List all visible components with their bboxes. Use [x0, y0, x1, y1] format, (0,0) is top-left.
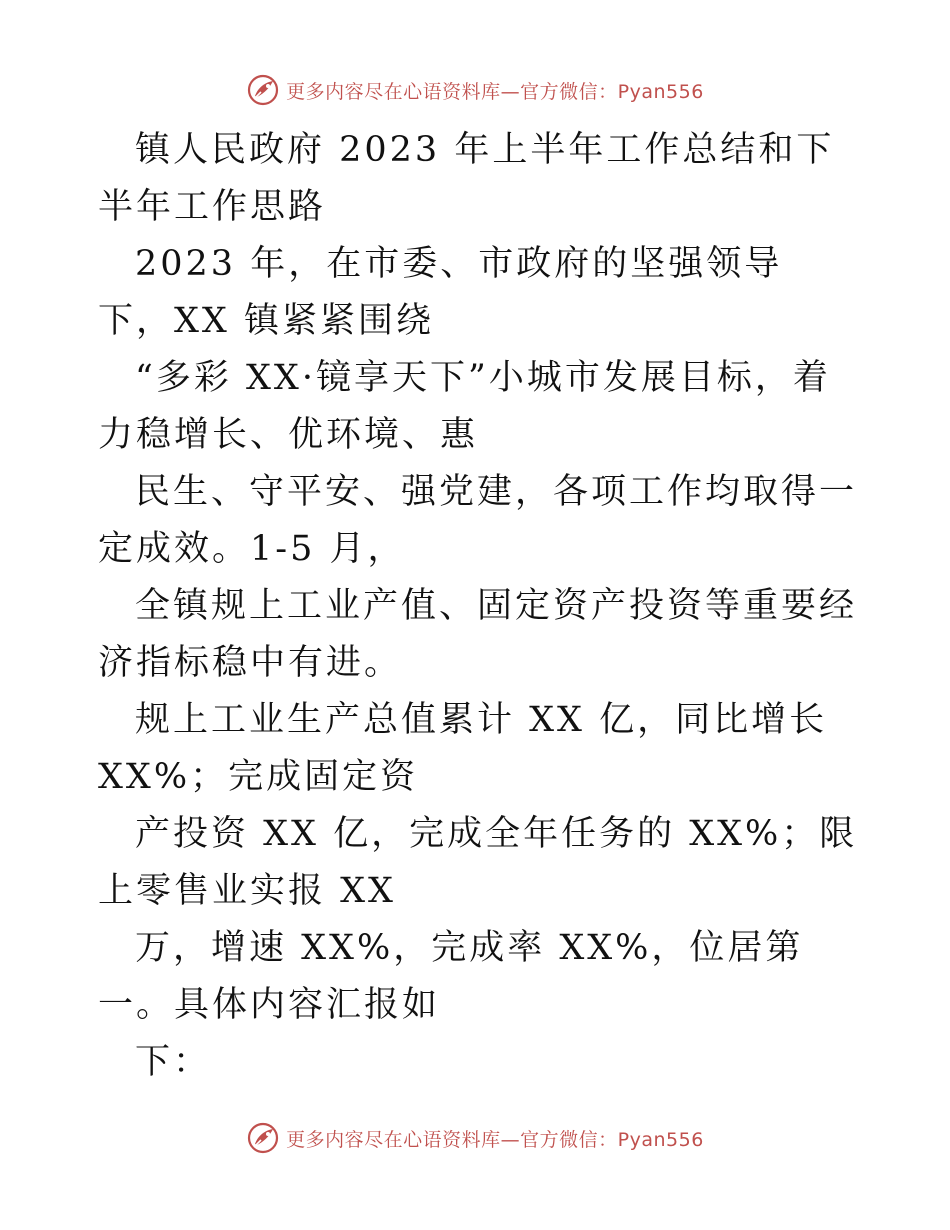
footer-watermark-banner	[0, 1118, 950, 1158]
header-watermark-banner	[0, 70, 950, 110]
paragraph: 全镇规上工业产值、固定资产投资等重要经济指标稳中有进。	[98, 586, 858, 683]
document-body	[98, 122, 858, 1091]
leaf-pen-logo-icon	[246, 1121, 280, 1155]
paragraph: “多彩 XX·镜享天下”小城市发展目标，着力稳增长、优环境、惠	[98, 358, 831, 455]
paragraph: 产投资 XX 亿，完成全年任务的 XX%；限上零售业实报 XX	[98, 814, 858, 911]
paragraph: 民生、守平安、强党建，各项工作均取得一定成效。1-5 月，	[98, 472, 858, 569]
paragraph: 2023 年，在市委、市政府的坚强领导下，XX 镇紧紧围绕	[98, 244, 783, 341]
leaf-pen-logo-icon	[246, 73, 280, 107]
paragraph: 下：	[135, 1042, 212, 1082]
watermark-text: 更多内容尽在心语资料库—官方微信：Pyan556	[286, 1128, 704, 1151]
paragraph: 万，增速 XX%，完成率 XX%，位居第一。具体内容汇报如	[98, 928, 804, 1025]
paragraph: 规上工业生产总值累计 XX 亿，同比增长 XX%；完成固定资	[98, 700, 828, 797]
watermark-text: 更多内容尽在心语资料库—官方微信：Pyan556	[286, 80, 704, 103]
document-title: 镇人民政府 2023 年上半年工作总结和下半年工作思路	[98, 130, 835, 227]
